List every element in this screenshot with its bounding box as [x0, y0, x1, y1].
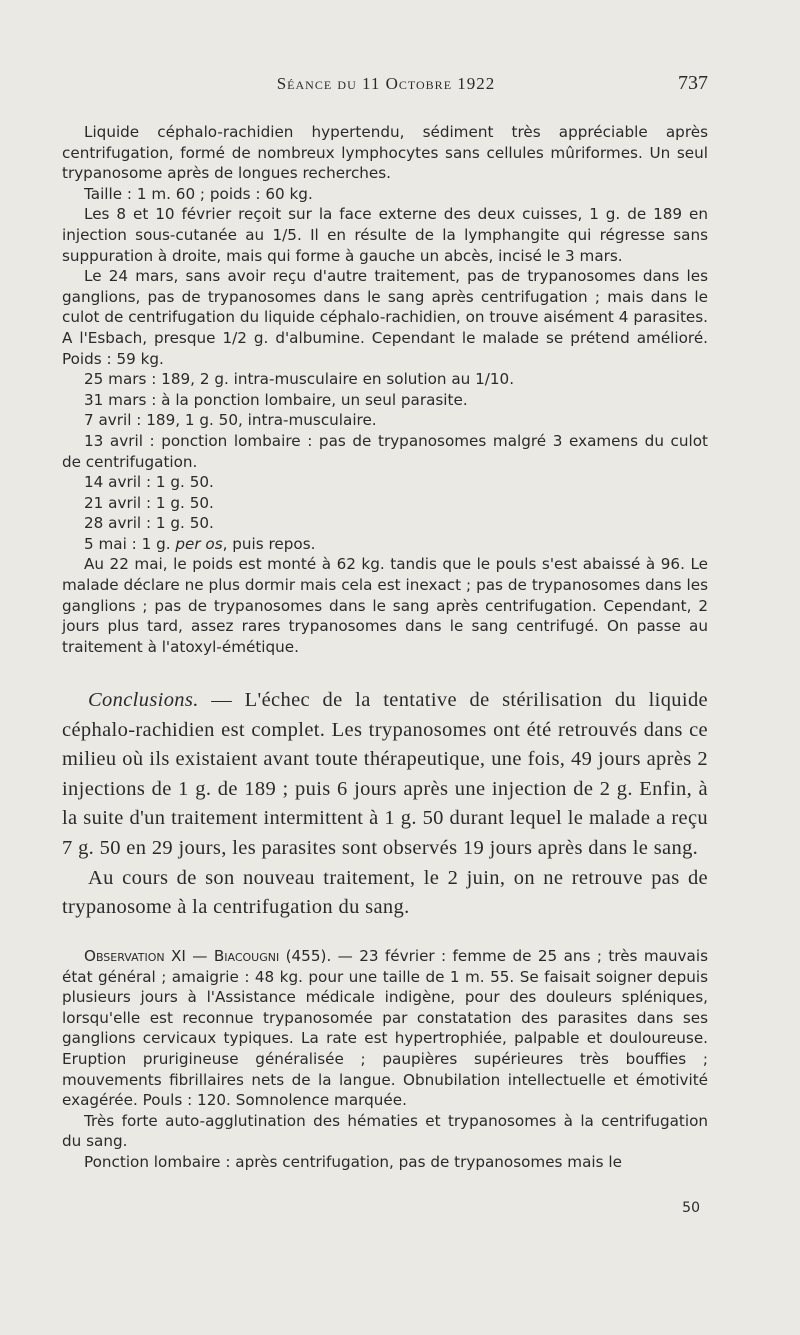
observation-paragraph	[62, 946, 708, 1111]
paragraph: Liquide céphalo-rachidien hypertendu, sédiment très appréciable après centrifugation, formé de nombreux lymphocytes sans cellules mûriformes. Un seul trypanosome après de longues recherches.	[62, 123, 708, 183]
paragraph-may5	[62, 534, 708, 555]
paragraph: 31 mars : à la ponction lombaire, un seul parasite.	[84, 390, 468, 409]
running-title: Séance du 11 Octobre 1922	[276, 74, 496, 93]
page-number: 737	[678, 72, 708, 94]
conclusions-label: Conclusions.	[88, 689, 199, 711]
conclusions-text: — L'échec de la tentative de stérilisation du liquide céphalo-rachidien est complet. Les trypanosomes ont été retrouvés dans ce milieu où ils existaient avant toute thérapeutique, une fois, 49 jours après 2 injections de 1 g. de 189 ; puis 6 jours après une injection de 2 g. Enfin, à la suite d'un traitement intermittent à 1 g. 50 durant lequel le malade a reçu 7 g. 50 en 29 jours, les parasites sont observés 19 jours après dans le sang.	[62, 689, 708, 859]
paragraph: Au 22 mai, le poids est monté à 62 kg. tandis que le pouls s'est abaissé à 96. Le malade déclare ne plus dormir mais cela est inexact ; pas de trypanosomes dans les ganglions ; pas de trypanosomes dans le sang après centrifugation. Cependant, 2 jours plus tard, assez rares trypanosomes dans le sang centrifugé. On passe au traitement à l'atoxyl-émétique.	[62, 555, 708, 656]
paragraph: Le 24 mars, sans avoir reçu d'autre traitement, pas de trypanosomes dans les ganglions, pas de trypanosomes dans le sang après centrifugation ; mais dans le culot de centrifugation du liquide céphalo-rachidien, on trouve aisément 4 parasites. A l'Esbach, presque 1/2 g. d'albumine. Cependant le malade se prétend amélioré. Poids : 59 kg.	[62, 267, 708, 368]
paragraph: 7 avril : 189, 1 g. 50, intra-musculaire.	[84, 411, 377, 430]
page-header	[62, 74, 710, 104]
paragraph: 28 avril : 1 g. 50.	[84, 514, 214, 533]
paragraph: 25 mars : 189, 2 g. intra-musculaire en solution au 1/10.	[84, 370, 515, 389]
paragraph: 21 avril : 1 g. 50.	[84, 493, 214, 512]
signature-mark: 50	[682, 1200, 700, 1216]
paragraph: Ponction lombaire : après centrifugation, pas de trypanosomes mais le	[84, 1152, 622, 1171]
conclusions-paragraph	[62, 686, 708, 864]
paragraph: Très forte auto-agglutination des hématies et trypanosomes à la centrifugation du sang.	[62, 1111, 708, 1151]
may5-end: , puis repos.	[222, 534, 316, 553]
case-record-block	[62, 122, 708, 657]
paragraph: Les 8 et 10 février reçoit sur la face externe des deux cuisses, 1 g. de 189 en injection sous-cutanée au 1/5. Il en résulte de la lymphangite qui régresse sans suppuration à droite, mais qui forme à gauche un abcès, incisé le 3 mars.	[62, 205, 708, 265]
paragraph: 13 avril : ponction lombaire : pas de trypanosomes malgré 3 examens du culot de centrifugation.	[62, 431, 708, 471]
observation-text: — 23 février : femme de 25 ans ; très mauvais état général ; amaigrie : 48 kg. pour une taille de 1 m. 55. Se faisait soigner depuis plusieurs jours à l'Assistance médicale indigène, pour des douleurs spléniques, lorsqu'elle est reconnue trypanosomée par constatation des parasites dans ses ganglions cervicaux typiques. La rate est hypertrophiée, palpable et douloureuse. Eruption prurigineuse généralisée ; paupières supérieures très bouffies ; mouvements fibrillaires nets de la langue. Obnubilation intellectuelle et émotivité exagérée. Pouls : 120. Somnolence marquée.	[62, 947, 708, 1110]
may5-italic: per os	[175, 534, 223, 553]
paragraph: 14 avril : 1 g. 50.	[84, 473, 214, 492]
may5-start: 5 mai : 1 g.	[84, 534, 176, 553]
observation-block	[62, 946, 708, 1173]
conclusions-paragraph-2: Au cours de son nouveau traitement, le 2 juin, on ne retrouve pas de trypanosome à la centrifugation du sang.	[62, 866, 708, 919]
observation-heading: Observation XI — Biacougni (455).	[84, 947, 332, 965]
conclusions-block	[62, 686, 708, 923]
paragraph: Taille : 1 m. 60 ; poids : 60 kg.	[84, 184, 313, 203]
